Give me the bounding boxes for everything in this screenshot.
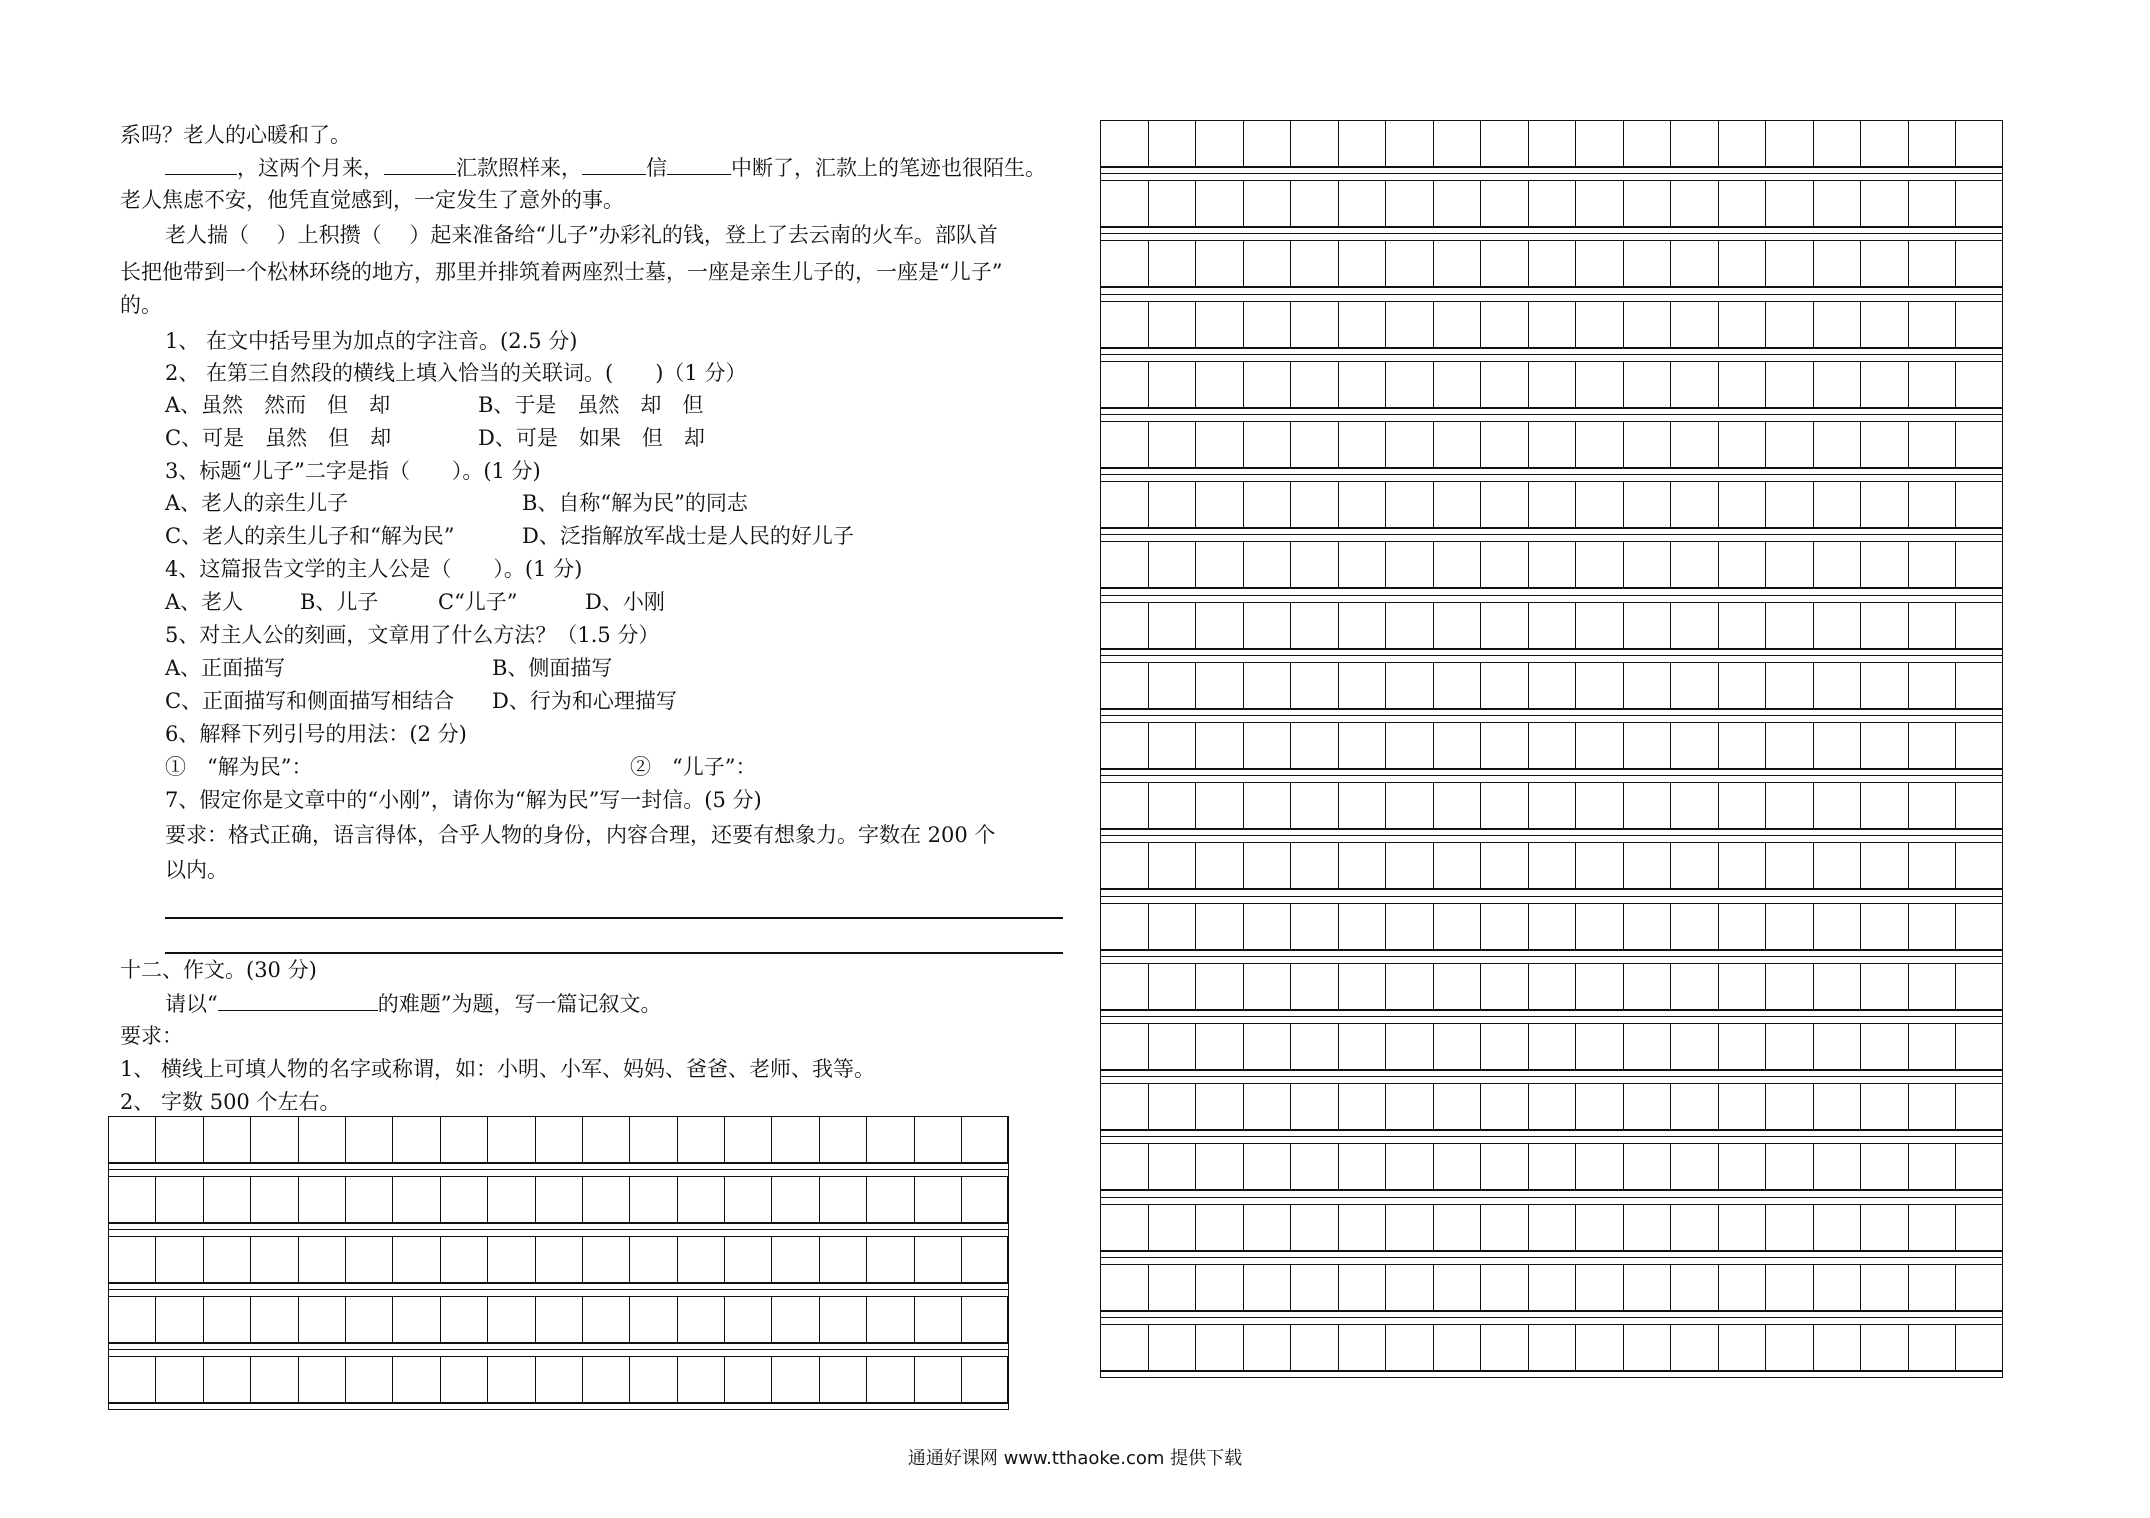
- q2-option-a: A、虽然 然而 但 却: [165, 393, 391, 417]
- question-1: 1、 在文中括号里为加点的字注音。(2.5 分): [165, 329, 578, 353]
- q4-option-b: B、儿子: [300, 590, 379, 614]
- q3-option-b: B、自称“解为民”的同志: [522, 491, 748, 515]
- passage-line-5: 长把他带到一个松林环绕的地方，那里并排筑着两座烈士墓，一座是亲生儿子的，一座是“儿子”: [120, 260, 1003, 284]
- composition-prompt: 请以“ 的难题”为题，写一篇记叙文。: [165, 988, 662, 1019]
- q6-item-a: ① “解为民”：: [165, 755, 313, 779]
- q5-option-c: C、正面描写和侧面描写相结合: [165, 689, 455, 713]
- question-6: 6、解释下列引号的用法：(2 分): [165, 722, 467, 746]
- passage-line-4: 老人揣（ ）上积攒（ ）起来准备给“儿子”办彩礼的钱，登上了去云南的火车。部队首: [165, 223, 998, 247]
- q7-requirement-line-1: 要求：格式正确，语言得体，合乎人物的身份，内容合理，还要有想象力。字数在 200 个: [165, 823, 996, 847]
- q6-item-b: ② “儿子”：: [630, 755, 757, 779]
- q4-option-d: D、小刚: [585, 590, 665, 614]
- passage-line-6: 的。: [120, 293, 162, 317]
- grid-frame: [1100, 120, 2003, 1378]
- question-5: 5、对主人公的刻画，文章用了什么方法？（1.5 分）: [165, 623, 660, 647]
- fill-blank[interactable]: [667, 152, 731, 175]
- fill-blank[interactable]: [582, 152, 646, 175]
- footer-credit: 通通好课网 www.tthaoke.com 提供下载: [907, 1448, 1243, 1469]
- answer-line[interactable]: [165, 952, 1063, 954]
- passage-line-1: 系吗？老人的心暖和了。: [120, 123, 351, 147]
- fill-blank[interactable]: [384, 152, 456, 175]
- q3-option-a: A、老人的亲生儿子: [165, 491, 349, 515]
- q3-option-c: C、老人的亲生儿子和“解为民”: [165, 524, 455, 548]
- question-7: 7、假定你是文章中的“小刚”，请你为“解为民”写一封信。(5 分): [165, 788, 762, 812]
- q4-option-c: C“儿子”: [438, 590, 518, 614]
- composition-requirements-label: 要求：: [120, 1024, 183, 1048]
- grid-frame: [108, 1116, 1009, 1410]
- q2-option-b: B、于是 虽然 却 但: [478, 393, 704, 417]
- q2-option-d: D、可是 如果 但 却: [478, 426, 705, 450]
- composition-requirement-1: 1、 横线上可填人物的名字或称谓，如：小明、小军、妈妈、爸爸、老师、我等。: [120, 1057, 876, 1081]
- composition-requirement-2: 2、 字数 500 个左右。: [120, 1090, 341, 1114]
- writing-grid-right[interactable]: [1100, 120, 2003, 1384]
- q5-option-a: A、正面描写: [165, 656, 286, 680]
- composition-title: 十二、作文。(30 分): [120, 958, 317, 982]
- fill-blank[interactable]: [165, 152, 237, 175]
- q5-option-d: D、行为和心理描写: [492, 689, 677, 713]
- answer-line[interactable]: [165, 917, 1063, 919]
- q7-requirement-line-2: 以内。: [165, 858, 228, 882]
- passage-line-2: ，这两个月来， 汇款照样来， 信 中断了，汇款上的笔迹也很陌生。: [165, 152, 1046, 183]
- question-2: 2、 在第三自然段的横线上填入恰当的关联词。( )（1 分）: [165, 361, 747, 385]
- q4-option-a: A、老人: [165, 590, 244, 614]
- writing-grid-left[interactable]: [108, 1116, 1009, 1416]
- q3-option-d: D、泛指解放军战士是人民的好儿子: [522, 524, 854, 548]
- question-3: 3、标题“儿子”二字是指（ ）。(1 分): [165, 459, 541, 483]
- passage-line-3: 老人焦虑不安，他凭直觉感到，一定发生了意外的事。: [120, 188, 624, 212]
- question-4: 4、这篇报告文学的主人公是（ ）。(1 分): [165, 557, 583, 581]
- title-blank[interactable]: [218, 988, 378, 1011]
- q2-option-c: C、可是 虽然 但 却: [165, 426, 392, 450]
- q5-option-b: B、侧面描写: [492, 656, 613, 680]
